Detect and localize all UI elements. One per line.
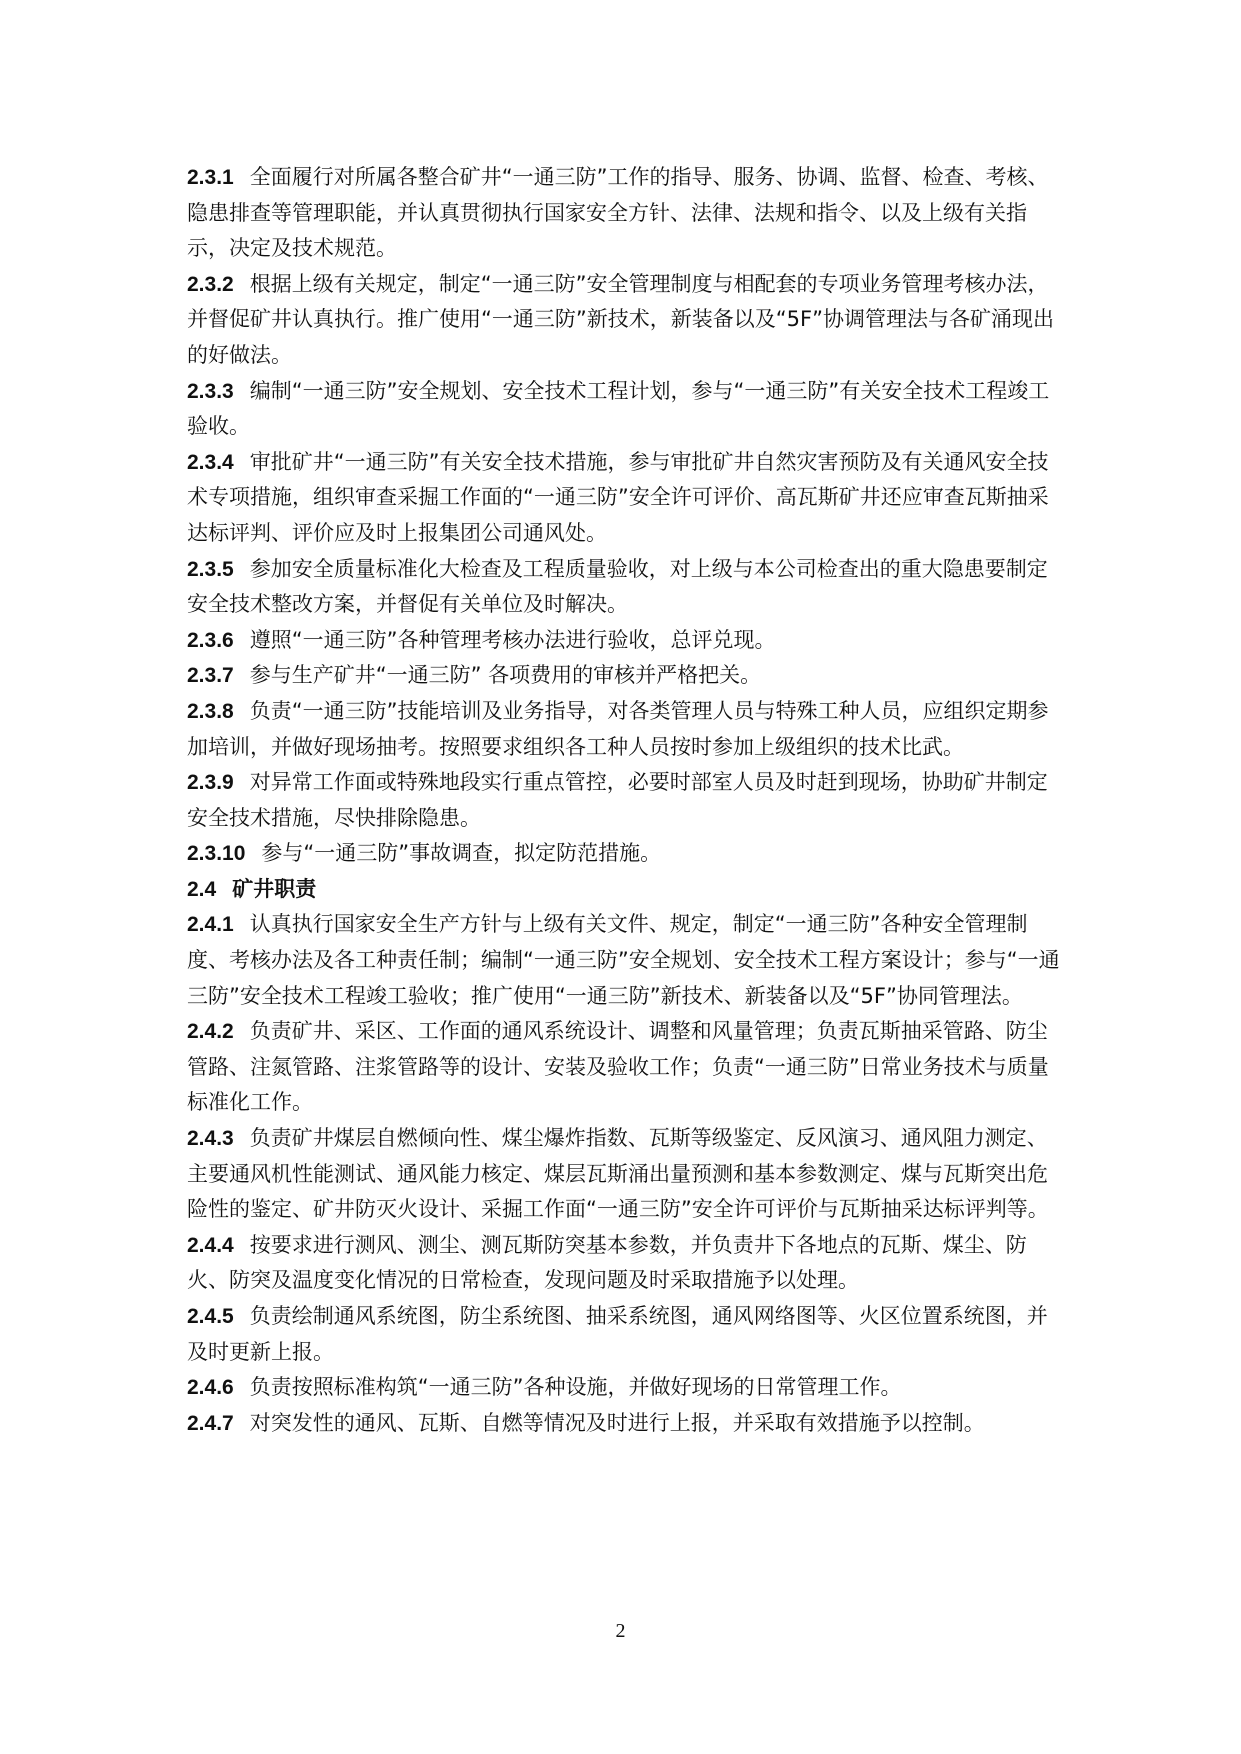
clause-text: 负责矿井、采区、工作面的通风系统设计、调整和风量管理；负责瓦斯抽采管路、防尘管路、注氮管路、注浆管路等的设计、安装及验收工作；负责“一通三防”日常业务技术与质量标准化工作。 — [187, 1019, 1049, 1115]
clause-number: 2.4.4 — [187, 1233, 234, 1257]
clause-number: 2.4.1 — [187, 913, 234, 937]
clause-text: 参加安全质量标准化大检查及工程质量验收，对上级与本公司检查出的重大隐患要制定安全技术整改方案，并督促有关单位及时解决。 — [187, 556, 1048, 617]
clause-2-4-1 — [187, 907, 1067, 1014]
clause-number: 2.3.6 — [187, 628, 234, 652]
clause-2-3-9 — [187, 765, 1067, 836]
clause-number: 2.3.3 — [187, 379, 234, 403]
clause-text: 负责矿井煤层自燃倾向性、煤尘爆炸指数、瓦斯等级鉴定、反风演习、通风阻力测定、主要通风机性能测试、通风能力核定、煤层瓦斯涌出量预测和基本参数测定、煤与瓦斯突出危险性的鉴定、矿井防灭火设计、采掘工作面“一通三防”安全许可评价与瓦斯抽采达标评判等。 — [187, 1126, 1049, 1222]
clause-2-4-7 — [187, 1406, 1067, 1442]
clause-text: 遵照“一通三防”各种管理考核办法进行验收，总评兑现。 — [249, 627, 776, 652]
clause-2-4-2 — [187, 1014, 1067, 1121]
clause-number: 2.3.7 — [187, 664, 234, 688]
clause-number: 2.3.5 — [187, 557, 234, 581]
clause-2-4-4 — [187, 1228, 1067, 1299]
clause-text: 全面履行对所属各整合矿井“一通三防”工作的指导、服务、协调、监督、检查、考核、隐患排查等管理职能，并认真贯彻执行国家安全方针、法律、法规和指令、以及上级有关指示，决定及技术规范。 — [187, 165, 1049, 261]
clause-text: 对异常工作面或特殊地段实行重点管控，必要时部室人员及时赶到现场，协助矿井制定安全技术措施，尽快排除隐患。 — [187, 770, 1048, 830]
clause-2-3-8 — [187, 694, 1067, 765]
section-number: 2.4 — [187, 877, 217, 901]
clause-number: 2.4.7 — [187, 1411, 234, 1435]
clause-text: 负责绘制通风系统图，防尘系统图、抽采系统图，通风网络图等、火区位置系统图，并及时更新上报。 — [187, 1304, 1048, 1364]
clause-number: 2.3.2 — [187, 272, 234, 296]
clause-text: 按要求进行测风、测尘、测瓦斯防突基本参数，并负责井下各地点的瓦斯、煤尘、防火、防突及温度变化情况的日常检查，发现问题及时采取措施予以处理。 — [187, 1232, 1027, 1293]
clause-2-3-5 — [187, 552, 1067, 623]
clause-number: 2.4.3 — [187, 1127, 234, 1151]
clause-number: 2.4.5 — [187, 1305, 234, 1328]
clause-2-4-5 — [187, 1299, 1067, 1370]
clause-number: 2.3.9 — [187, 771, 234, 795]
clause-text: 编制“一通三防”安全规划、安全技术工程计划，参与“一通三防”有关安全技术工程竣工验收。 — [187, 378, 1050, 439]
clause-2-4-6 — [187, 1370, 1067, 1406]
clause-2-3-10 — [187, 836, 1067, 872]
clause-text: 审批矿井“一通三防”有关安全技术措施，参与审批矿井自然灾害预防及有关通风安全技术专项措施，组织审查采掘工作面的“一通三防”安全许可评价、高瓦斯矿井还应审查瓦斯抽采达标评判、评价应及时上报集团公司通风处。 — [187, 449, 1049, 545]
document-body — [187, 160, 1067, 1441]
section-title: 矿井职责 — [232, 876, 317, 901]
clause-text: 认真执行国家安全生产方针与上级有关文件、规定，制定“一通三防”各种安全管理制度、考核办法及各工种责任制；编制“一通三防”安全规划、安全技术工程方案设计；参与“一通三防”安全技术工程竣工验收；推广使用“一通三防”新技术、新装备以及“5F”协同管理法。 — [187, 912, 1060, 1008]
clause-text: 负责“一通三防”技能培训及业务指导，对各类管理人员与特殊工种人员，应组织定期参加培训，并做好现场抽考。按照要求组织各工种人员按时参加上级组织的技术比武。 — [187, 698, 1049, 759]
section-heading-2-4 — [187, 872, 1067, 908]
clause-text: 参与“一通三防”事故调查，拟定防范措施。 — [261, 841, 662, 866]
clause-2-3-4 — [187, 445, 1067, 552]
clause-2-3-6 — [187, 623, 1067, 659]
clause-number: 2.3.4 — [187, 450, 234, 474]
clause-number: 2.4.6 — [187, 1376, 234, 1400]
clause-2-3-1 — [187, 160, 1067, 267]
page-number: 2 — [615, 1620, 626, 1642]
clause-2-4-3 — [187, 1121, 1067, 1228]
clause-text: 负责按照标准构筑“一通三防”各种设施，并做好现场的日常管理工作。 — [249, 1375, 902, 1400]
clause-number: 2.3.1 — [187, 166, 234, 189]
clause-number: 2.3.10 — [187, 842, 246, 866]
clause-2-3-7 — [187, 658, 1067, 694]
clause-text: 根据上级有关规定，制定“一通三防”安全管理制度与相配套的专项业务管理考核办法，并督促矿井认真执行。推广使用“一通三防”新技术，新装备以及“5F”协调管理法与各矿涌现出的好做法。 — [187, 271, 1054, 367]
clause-2-3-2 — [187, 267, 1067, 374]
clause-text: 参与生产矿井“一通三防” 各项费用的审核并严格把关。 — [249, 663, 762, 688]
clause-text: 对突发性的通风、瓦斯、自燃等情况及时进行上报，并采取有效措施予以控制。 — [249, 1410, 985, 1435]
clause-number: 2.4.2 — [187, 1020, 234, 1044]
clause-2-3-3 — [187, 374, 1067, 445]
clause-number: 2.3.8 — [187, 699, 234, 723]
